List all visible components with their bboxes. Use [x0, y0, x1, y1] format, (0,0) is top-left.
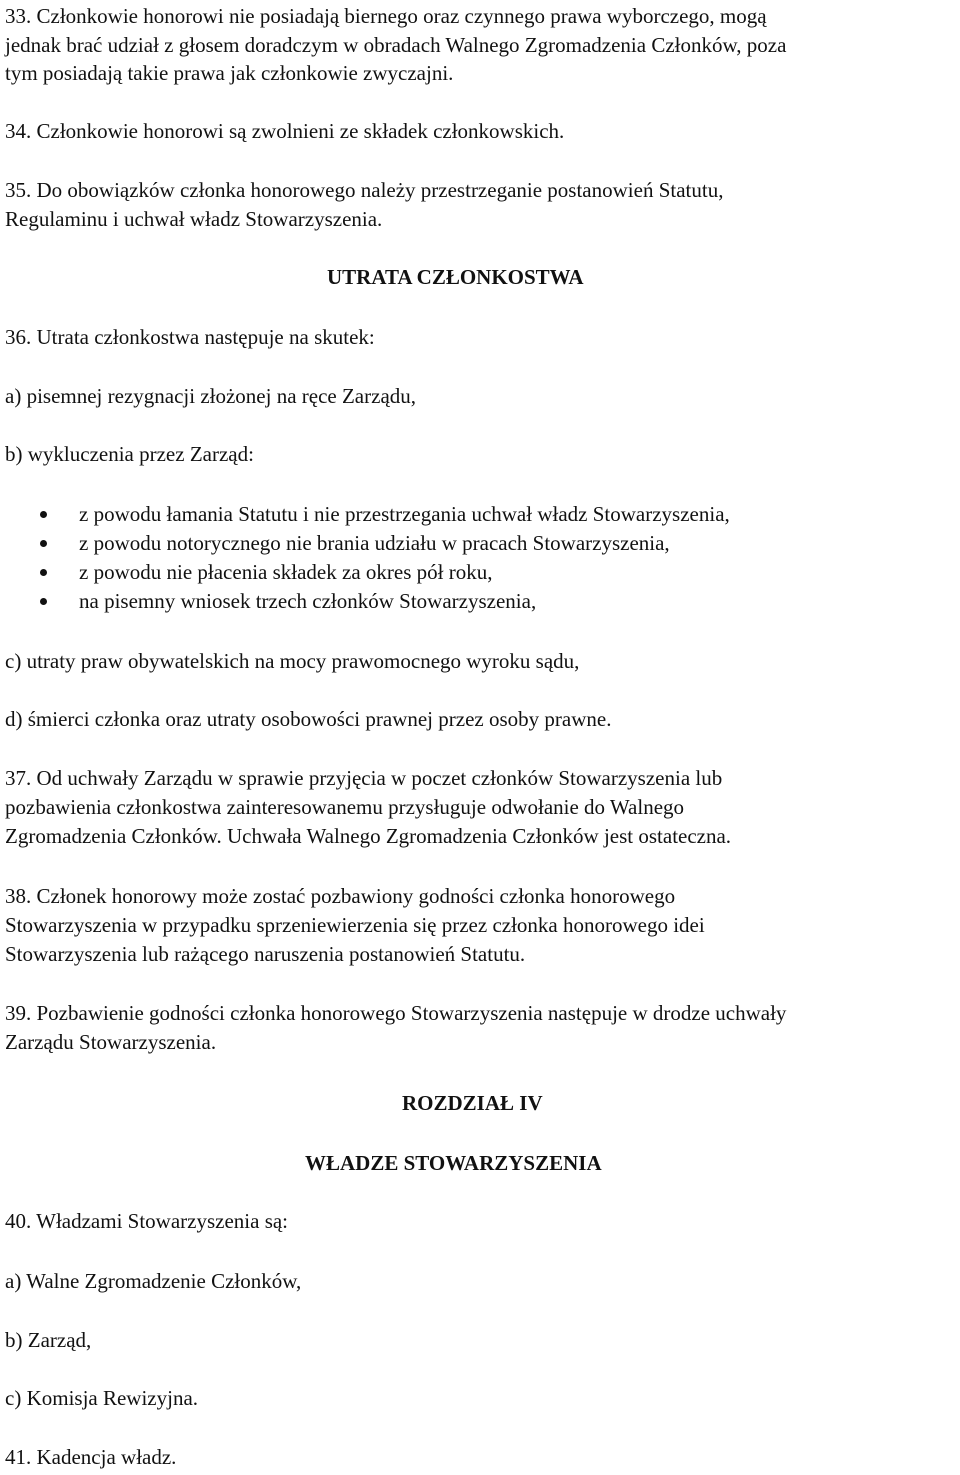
chapter-title: WŁADZE STOWARZYSZENIA	[305, 1151, 602, 1175]
paragraph-37-line-1: 37. Od uchwały Zarządu w sprawie przyjęcia w poczet członków Stowarzyszenia lub	[5, 766, 723, 790]
paragraph-38-line-3: Stowarzyszenia lub rażącego naruszenia postanowień Statutu.	[5, 942, 526, 966]
bullet-icon	[40, 569, 47, 576]
paragraph-35-line-2: Regulaminu i uchwał władz Stowarzyszenia.	[5, 207, 383, 231]
section-heading-utrata-czlonkostwa: UTRATA CZŁONKOSTWA	[327, 265, 584, 289]
paragraph-33-line-3: tym posiadają takie prawa jak członkowie zwyczajni.	[5, 61, 454, 85]
bullet-item-3: z powodu nie płacenia składek za okres pół roku,	[79, 560, 493, 584]
bullet-icon	[40, 540, 47, 547]
bullet-icon	[40, 511, 47, 518]
paragraph-40-item-a: a) Walne Zgromadzenie Członków,	[5, 1269, 302, 1293]
paragraph-36-intro: 36. Utrata członkostwa następuje na skutek:	[5, 325, 375, 349]
paragraph-39-line-2: Zarządu Stowarzyszenia.	[5, 1030, 217, 1054]
paragraph-40-item-c: c) Komisja Rewizyjna.	[5, 1386, 199, 1410]
paragraph-40-item-b: b) Zarząd,	[5, 1328, 92, 1352]
paragraph-37-line-2: pozbawienia członkostwa zainteresowanemu przysługuje odwołanie do Walnego	[5, 795, 685, 819]
paragraph-34: 34. Członkowie honorowi są zwolnieni ze składek członkowskich.	[5, 119, 565, 143]
paragraph-36-item-b: b) wykluczenia przez Zarząd:	[5, 442, 254, 466]
bullet-item-1: z powodu łamania Statutu i nie przestrzegania uchwał władz Stowarzyszenia,	[79, 502, 730, 526]
paragraph-41: 41. Kadencja władz.	[5, 1445, 177, 1469]
paragraph-38-line-2: Stowarzyszenia w przypadku sprzeniewierzenia się przez członka honorowego idei	[5, 913, 705, 937]
paragraph-38-line-1: 38. Członek honorowy może zostać pozbawiony godności członka honorowego	[5, 884, 676, 908]
paragraph-39-line-1: 39. Pozbawienie godności członka honorowego Stowarzyszenia następuje w drodze uchwały	[5, 1001, 787, 1025]
paragraph-36-item-c: c) utraty praw obywatelskich na mocy prawomocnego wyroku sądu,	[5, 649, 580, 673]
chapter-heading: ROZDZIAŁ IV	[402, 1091, 543, 1115]
paragraph-33-line-1: 33. Członkowie honorowi nie posiadają biernego oraz czynnego prawa wyborczego, mogą	[5, 4, 767, 28]
bullet-item-2: z powodu notorycznego nie brania udziału w pracach Stowarzyszenia,	[79, 531, 670, 555]
bullet-icon	[40, 598, 47, 605]
paragraph-33-line-2: jednak brać udział z głosem doradczym w obradach Walnego Zgromadzenia Członków, poza	[5, 33, 787, 57]
bullet-item-4: na pisemny wniosek trzech członków Stowarzyszenia,	[79, 589, 537, 613]
paragraph-36-item-d: d) śmierci członka oraz utraty osobowości prawnej przez osoby prawne.	[5, 707, 612, 731]
paragraph-40-intro: 40. Władzami Stowarzyszenia są:	[5, 1209, 289, 1233]
paragraph-37-line-3: Zgromadzenia Członków. Uchwała Walnego Zgromadzenia Członków jest ostateczna.	[5, 824, 732, 848]
paragraph-35-line-1: 35. Do obowiązków członka honorowego należy przestrzeganie postanowień Statutu,	[5, 178, 724, 202]
paragraph-36-item-a: a) pisemnej rezygnacji złożonej na ręce Zarządu,	[5, 384, 417, 408]
